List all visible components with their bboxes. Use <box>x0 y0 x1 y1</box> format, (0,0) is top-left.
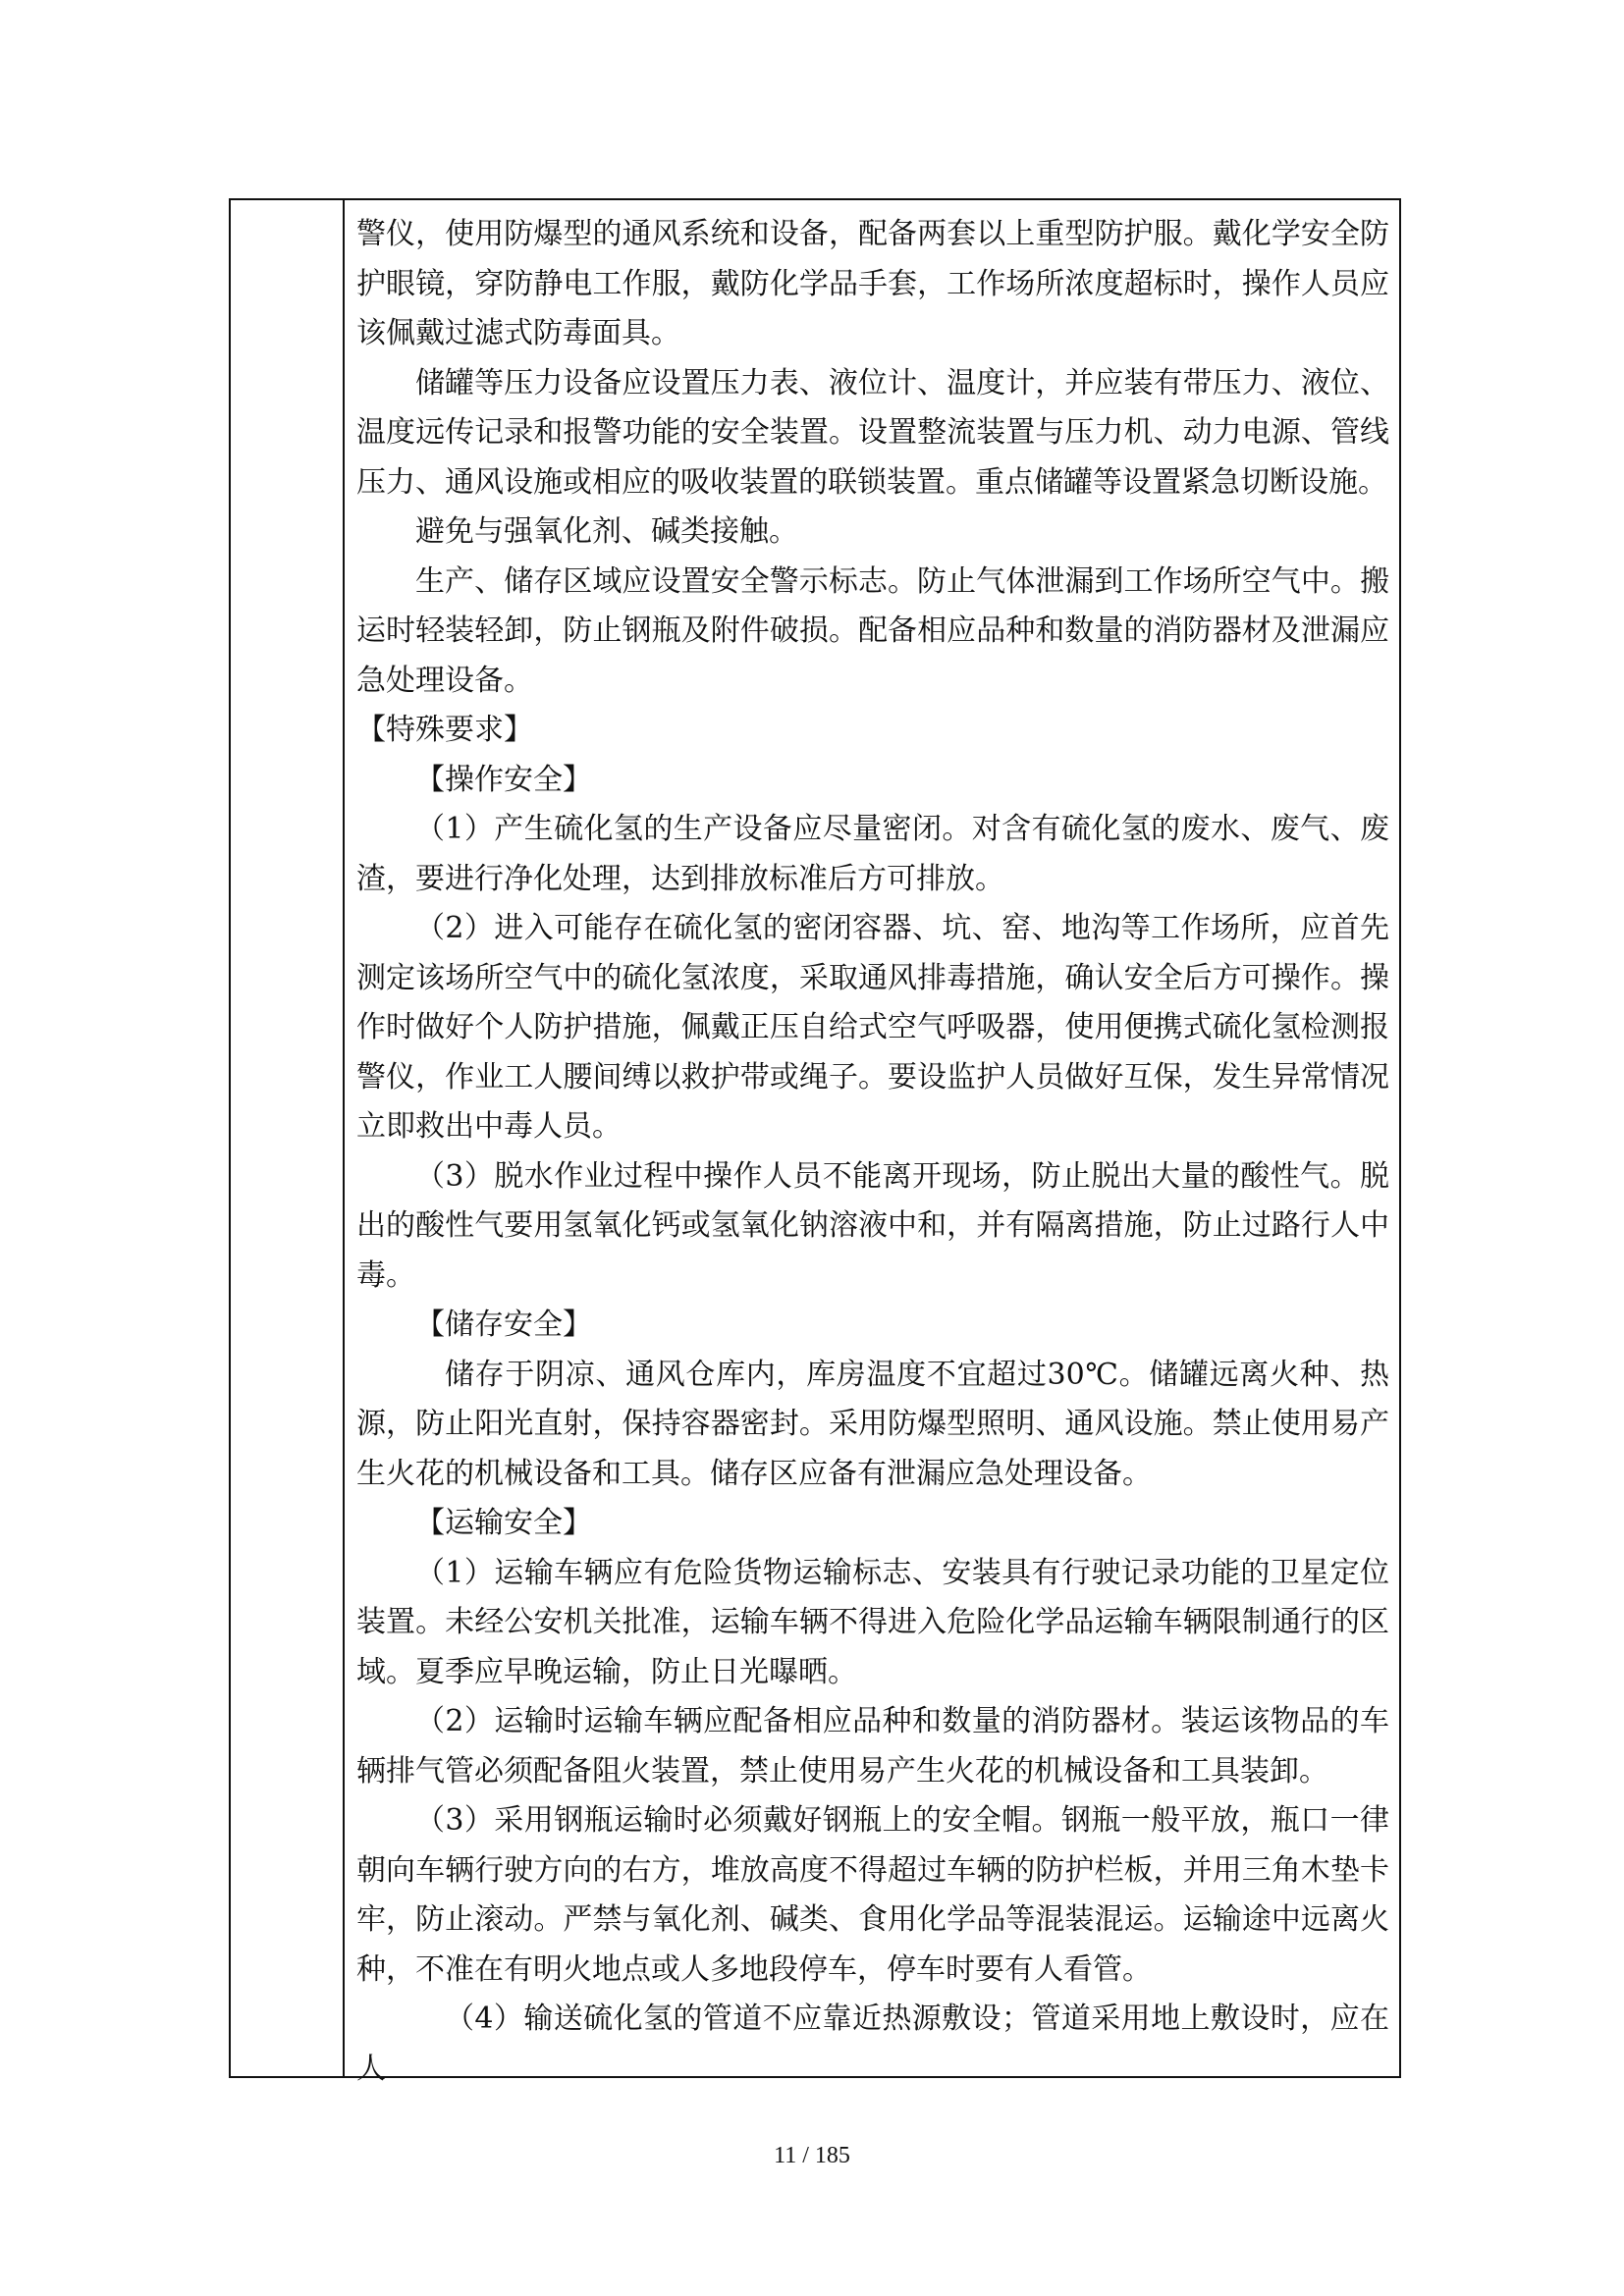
paragraph: 生产、储存区域应设置安全警示标志。防止气体泄漏到工作场所空气中。搬运时轻装轻卸，防止钢瓶及附件破损。配备相应品种和数量的消防器材及泄漏应急处理设备。 <box>356 563 1389 698</box>
paragraph: 【运输安全】 <box>415 1506 592 1540</box>
paragraph: （1）运输车辆应有危险货物运输标志、安装具有行驶记录功能的卫星定位装置。未经公安机关批准，运输车辆不得进入危险化学品运输车辆限制通行的区域。夏季应早晚运输，防止日光曝晒。 <box>356 1555 1389 1689</box>
paragraph: （3）采用钢瓶运输时必须戴好钢瓶上的安全帽。钢瓶一般平放，瓶口一律朝向车辆行驶方向的右方，堆放高度不得超过车辆的防护栏板，并用三角木垫卡牢，防止滚动。严禁与氧化剂、碱类、食用化学品等混装混运。运输途中远离火种，不准在有明火地点或人多地段停车，停车时要有人看管。 <box>356 1803 1389 1987</box>
paragraph: 避免与强氧化剂、碱类接触。 <box>415 514 798 549</box>
paragraph: 【储存安全】 <box>415 1308 592 1342</box>
column-divider <box>343 200 345 2076</box>
paragraph: 【特殊要求】 <box>356 713 533 747</box>
paragraph: （2）运输时运输车辆应配备相应品种和数量的消防器材。装运该物品的车辆排气管必须配备阻火装置，禁止使用易产生火花的机械设备和工具装卸。 <box>356 1704 1389 1789</box>
paragraph: 储存于阴凉、通风仓库内，库房温度不宜超过30℃。储罐远离火种、热源，防止阳光直射，保持容器密封。采用防爆型照明、通风设施。禁止使用易产生火花的机械设备和工具。储存区应备有泄漏应急处理设备。 <box>356 1357 1389 1491</box>
paragraph: （3）脱水作业过程中操作人员不能离开现场，防止脱出大量的酸性气。脱出的酸性气要用氢氧化钙或氢氧化钠溶液中和，并有隔离措施，防止过路行人中毒。 <box>356 1158 1389 1293</box>
paragraph: 【操作安全】 <box>415 762 592 797</box>
paragraph: 储罐等压力设备应设置压力表、液位计、温度计，并应装有带压力、液位、温度远传记录和报警功能的安全装置。设置整流装置与压力机、动力电源、管线压力、通风设施或相应的吸收装置的联锁装置。重点储罐等设置紧急切断设施。 <box>356 365 1389 500</box>
paragraph: （4）输送硫化氢的管道不应靠近热源敷设；管道采用地上敷设时，应在人 <box>356 2002 1389 2086</box>
page-number: 11 / 185 <box>774 2143 850 2168</box>
paragraph: （1）产生硫化氢的生产设备应尽量密闭。对含有硫化氢的废水、废气、废渣，要进行净化处理，达到排放标准后方可排放。 <box>356 812 1389 896</box>
table-content-cell <box>356 210 1389 2094</box>
document-table <box>229 198 1401 2086</box>
paragraph: （2）进入可能存在硫化氢的密闭容器、坑、窑、地沟等工作场所，应首先测定该场所空气中的硫化氢浓度，采取通风排毒措施，确认安全后方可操作。操作时做好个人防护措施，佩戴正压自给式空气呼吸器，使用便携式硫化氢检测报警仪，作业工人腰间缚以救护带或绳子。要设监护人员做好互保，发生异常情况立即救出中毒人员。 <box>356 911 1389 1144</box>
paragraph: 警仪，使用防爆型的通风系统和设备，配备两套以上重型防护服。戴化学安全防护眼镜，穿防静电工作服，戴防化学品手套，工作场所浓度超标时，操作人员应该佩戴过滤式防毒面具。 <box>356 217 1389 350</box>
